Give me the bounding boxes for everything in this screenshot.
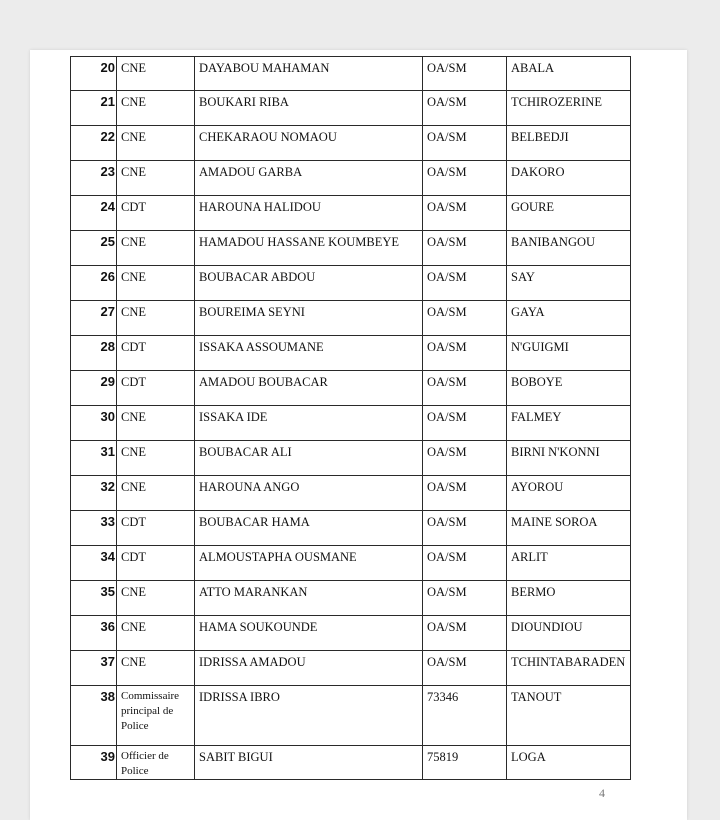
row-number: 31 [71, 441, 117, 476]
row-number: 35 [71, 581, 117, 616]
row-number: 22 [71, 126, 117, 161]
rank-cell: CDT [117, 371, 195, 406]
name-cell: ALMOUSTAPHA OUSMANE [195, 546, 423, 581]
code-cell: OA/SM [423, 57, 507, 91]
row-number: 28 [71, 336, 117, 371]
code-cell: OA/SM [423, 336, 507, 371]
rank-cell: CNE [117, 581, 195, 616]
code-cell: OA/SM [423, 581, 507, 616]
posting-cell: BOBOYE [507, 371, 631, 406]
name-cell: CHEKARAOU NOMAOU [195, 126, 423, 161]
posting-cell: FALMEY [507, 406, 631, 441]
posting-cell: DAKORO [507, 161, 631, 196]
row-number: 30 [71, 406, 117, 441]
name-cell: HAMA SOUKOUNDE [195, 616, 423, 651]
table-row [71, 581, 631, 616]
row-number: 37 [71, 651, 117, 686]
table-row [71, 746, 631, 780]
name-cell: ISSAKA ASSOUMANE [195, 336, 423, 371]
code-cell: 75819 [423, 746, 507, 780]
rank-cell: CNE [117, 406, 195, 441]
row-number: 25 [71, 231, 117, 266]
rank-cell: CNE [117, 126, 195, 161]
code-cell: OA/SM [423, 266, 507, 301]
code-cell: OA/SM [423, 441, 507, 476]
posting-cell: BANIBANGOU [507, 231, 631, 266]
name-cell: HAROUNA HALIDOU [195, 196, 423, 231]
code-cell: OA/SM [423, 196, 507, 231]
name-cell: BOUBACAR HAMA [195, 511, 423, 546]
code-cell: OA/SM [423, 406, 507, 441]
name-cell: BOUKARI RIBA [195, 91, 423, 126]
row-number: 39 [71, 746, 117, 780]
table-row [71, 161, 631, 196]
table-row [71, 196, 631, 231]
posting-cell: BIRNI N'KONNI [507, 441, 631, 476]
posting-cell: TCHIROZERINE [507, 91, 631, 126]
rank-cell: CDT [117, 196, 195, 231]
document-page [30, 50, 687, 820]
row-number: 29 [71, 371, 117, 406]
table-body [71, 57, 631, 780]
row-number: 27 [71, 301, 117, 336]
code-cell: OA/SM [423, 511, 507, 546]
rank-cell: CDT [117, 546, 195, 581]
table-row [71, 476, 631, 511]
posting-cell: TCHINTABARADEN [507, 651, 631, 686]
table-row [71, 231, 631, 266]
rank-cell: CNE [117, 616, 195, 651]
personnel-table [70, 56, 631, 780]
name-cell: DAYABOU MAHAMAN [195, 57, 423, 91]
table-row [71, 511, 631, 546]
code-cell: OA/SM [423, 651, 507, 686]
posting-cell: GOURE [507, 196, 631, 231]
row-number: 34 [71, 546, 117, 581]
posting-cell: BERMO [507, 581, 631, 616]
table-row [71, 301, 631, 336]
name-cell: ISSAKA IDE [195, 406, 423, 441]
table-row [71, 336, 631, 371]
code-cell: OA/SM [423, 161, 507, 196]
posting-cell: GAYA [507, 301, 631, 336]
table-row [71, 546, 631, 581]
rank-cell: CNE [117, 476, 195, 511]
table-row [71, 441, 631, 476]
name-cell: IDRISSA AMADOU [195, 651, 423, 686]
page-number: 4 [599, 786, 605, 800]
table-row [71, 126, 631, 161]
name-cell: ATTO MARANKAN [195, 581, 423, 616]
rank-cell: CNE [117, 266, 195, 301]
table-row [71, 91, 631, 126]
rank-cell: CNE [117, 231, 195, 266]
code-cell: OA/SM [423, 301, 507, 336]
posting-cell: SAY [507, 266, 631, 301]
name-cell: BOUREIMA SEYNI [195, 301, 423, 336]
rank-cell: CNE [117, 57, 195, 91]
rank-cell: CNE [117, 651, 195, 686]
posting-cell: BELBEDJI [507, 126, 631, 161]
posting-cell: N'GUIGMI [507, 336, 631, 371]
name-cell: BOUBACAR ABDOU [195, 266, 423, 301]
name-cell: AMADOU GARBA [195, 161, 423, 196]
table-row [71, 371, 631, 406]
rank-cell: Commissaire principal de Police [117, 686, 195, 746]
code-cell: OA/SM [423, 546, 507, 581]
row-number: 20 [71, 57, 117, 91]
table-row [71, 266, 631, 301]
name-cell: AMADOU BOUBACAR [195, 371, 423, 406]
posting-cell: ARLIT [507, 546, 631, 581]
code-cell: OA/SM [423, 91, 507, 126]
code-cell: OA/SM [423, 476, 507, 511]
rank-cell: CNE [117, 441, 195, 476]
code-cell: 73346 [423, 686, 507, 746]
row-number: 24 [71, 196, 117, 231]
posting-cell: ABALA [507, 57, 631, 91]
row-number: 21 [71, 91, 117, 126]
table-row [71, 616, 631, 651]
rank-cell: CDT [117, 336, 195, 371]
name-cell: BOUBACAR ALI [195, 441, 423, 476]
code-cell: OA/SM [423, 231, 507, 266]
posting-cell: AYOROU [507, 476, 631, 511]
rank-cell: Officier de Police [117, 746, 195, 780]
table-row [71, 686, 631, 746]
row-number: 23 [71, 161, 117, 196]
name-cell: HAMADOU HASSANE KOUMBEYE [195, 231, 423, 266]
rank-cell: CNE [117, 161, 195, 196]
code-cell: OA/SM [423, 616, 507, 651]
name-cell: HAROUNA ANGO [195, 476, 423, 511]
posting-cell: TANOUT [507, 686, 631, 746]
code-cell: OA/SM [423, 126, 507, 161]
row-number: 36 [71, 616, 117, 651]
rank-cell: CNE [117, 91, 195, 126]
rank-cell: CDT [117, 511, 195, 546]
row-number: 38 [71, 686, 117, 746]
table-row [71, 406, 631, 441]
name-cell: SABIT BIGUI [195, 746, 423, 780]
posting-cell: LOGA [507, 746, 631, 780]
row-number: 32 [71, 476, 117, 511]
posting-cell: MAINE SOROA [507, 511, 631, 546]
rank-cell: CNE [117, 301, 195, 336]
code-cell: OA/SM [423, 371, 507, 406]
table-row [71, 57, 631, 91]
posting-cell: DIOUNDIOU [507, 616, 631, 651]
name-cell: IDRISSA IBRO [195, 686, 423, 746]
row-number: 26 [71, 266, 117, 301]
table-row [71, 651, 631, 686]
row-number: 33 [71, 511, 117, 546]
